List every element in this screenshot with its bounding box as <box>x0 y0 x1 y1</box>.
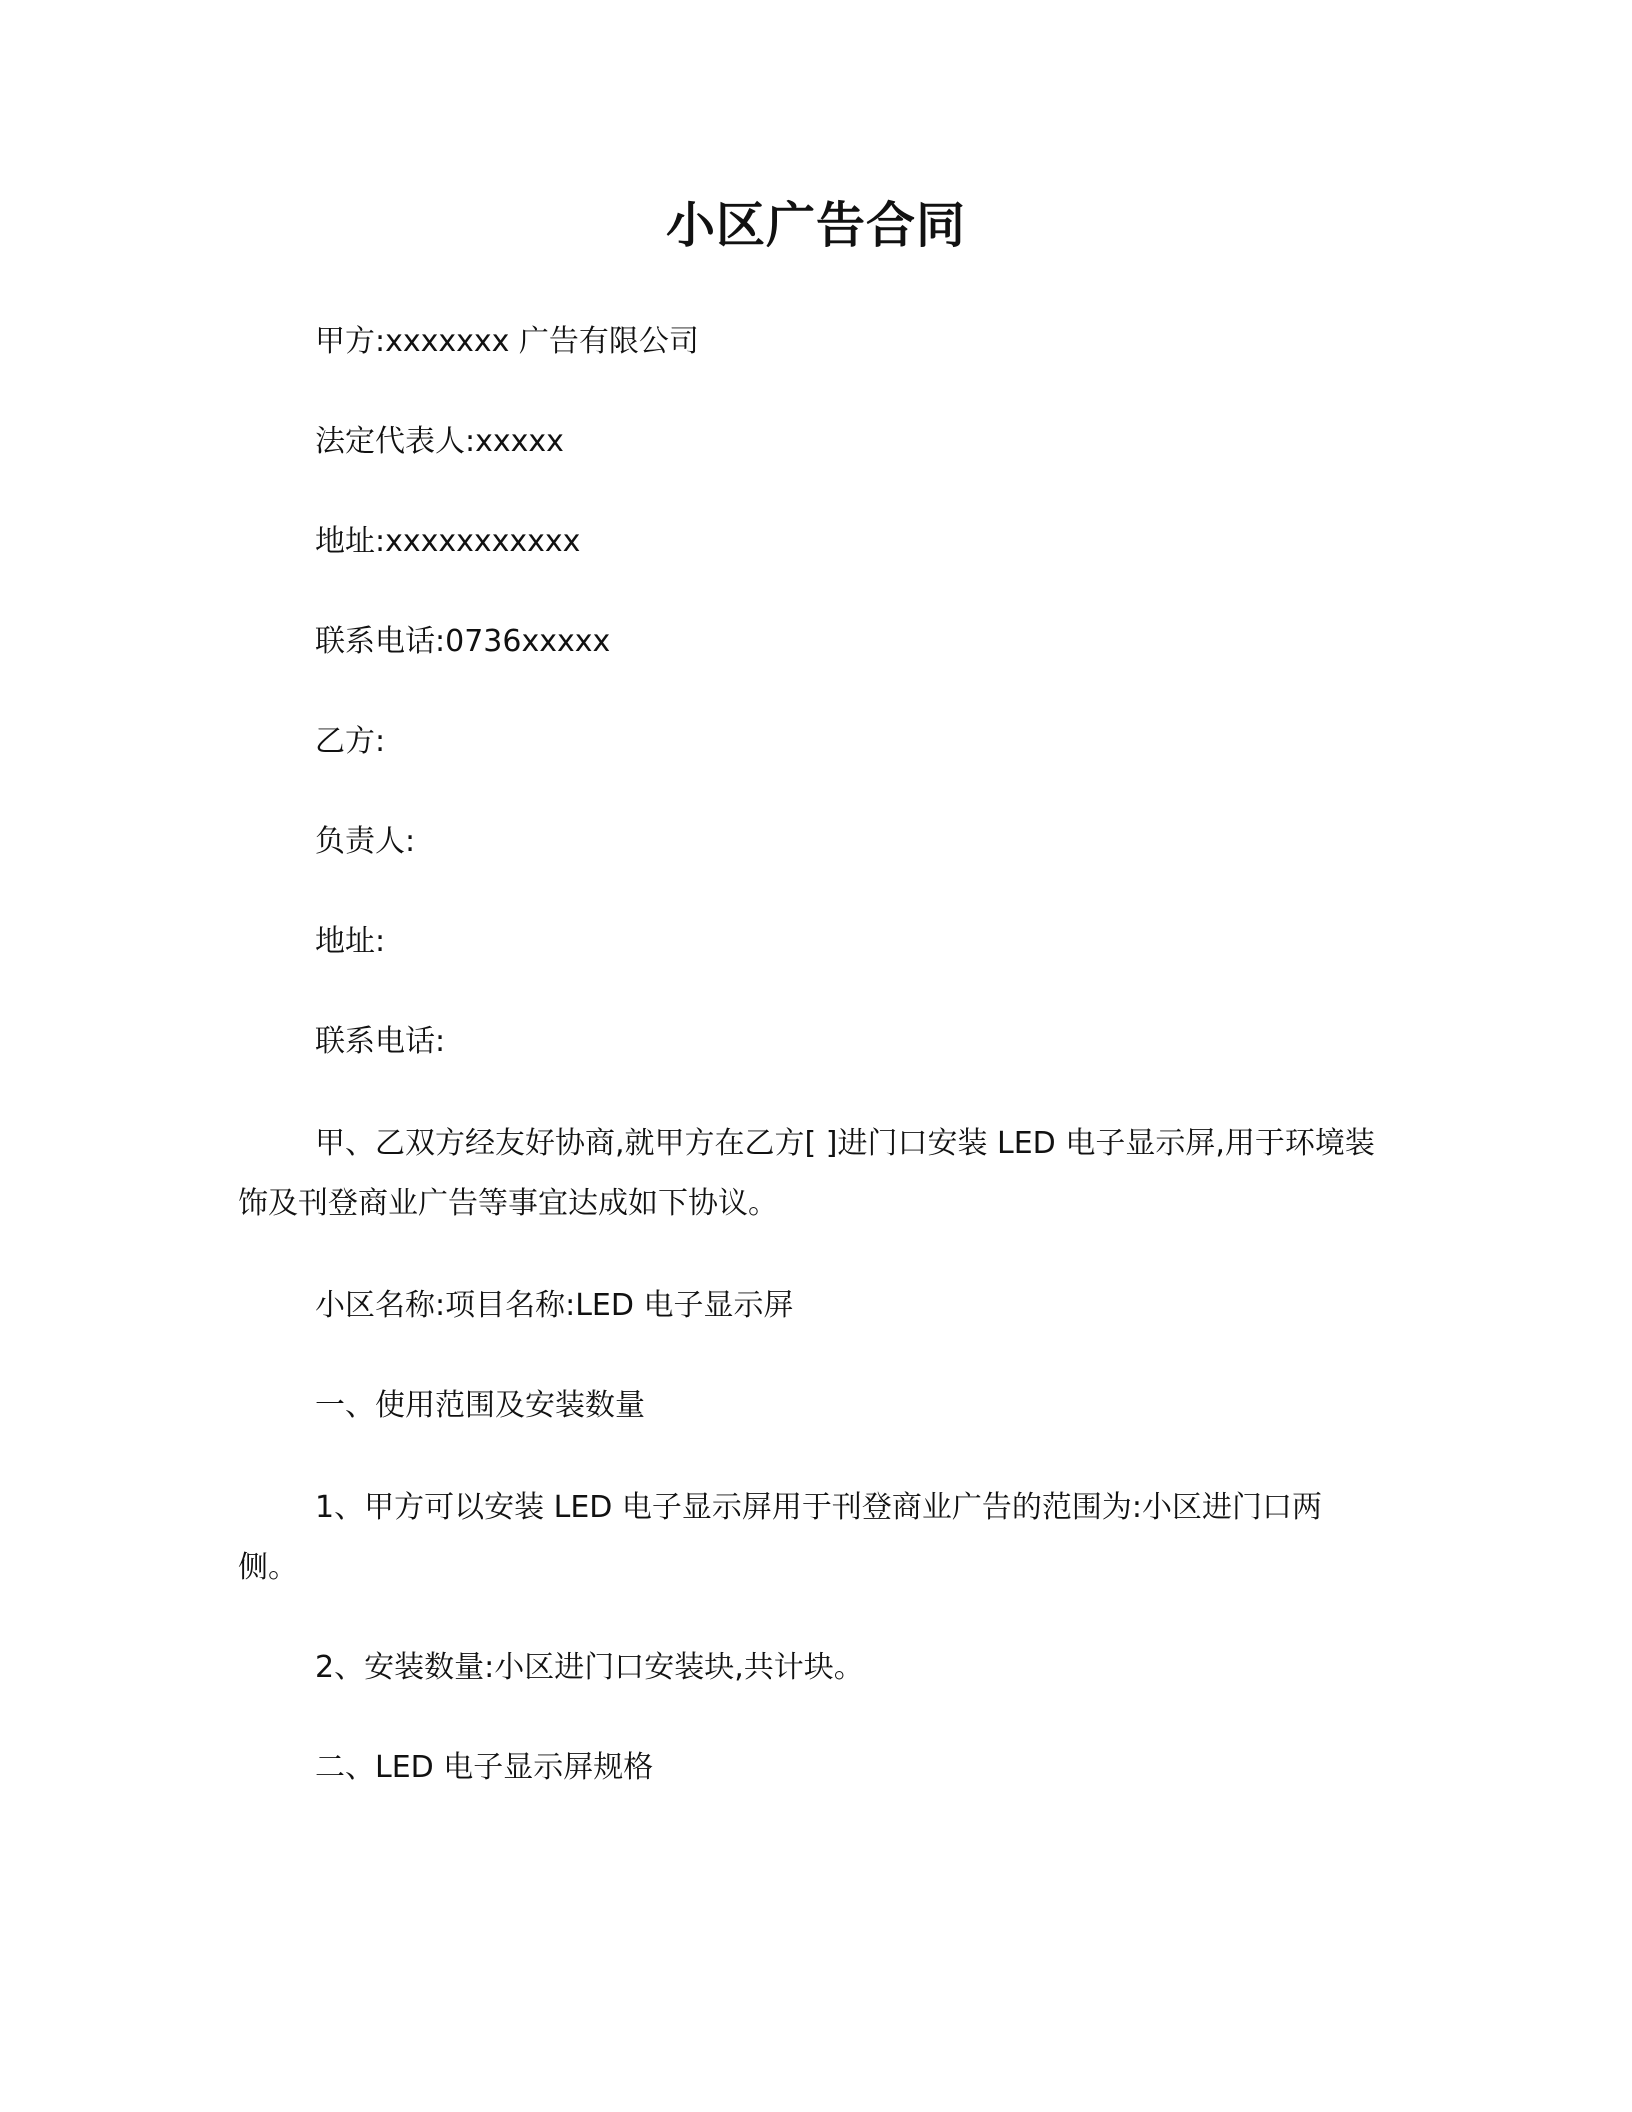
section-2-heading: 二、LED 电子显示屏规格 <box>315 1750 654 1785</box>
phone-b-line: 联系电话: <box>315 1024 446 1059</box>
party-b-line: 乙方: <box>315 724 386 759</box>
clause-1-paragraph: 1、甲方可以安装 LED 电子显示屏用于刊登商业广告的范围为:小区进门口两侧。 <box>238 1490 1323 1585</box>
community-name-line: 小区名称:项目名称:LED 电子显示屏 <box>315 1288 794 1323</box>
intro-paragraph: 甲、乙双方经友好协商,就甲方在乙方[ ]进门口安装 LED 电子显示屏,用于环境装饰及刊登商业广告等事宜达成如下协议。 <box>238 1126 1375 1221</box>
section-1-heading: 一、使用范围及安装数量 <box>315 1388 645 1423</box>
phone-a-line: 联系电话:0736xxxxx <box>315 624 611 659</box>
address-b-line: 地址: <box>315 924 386 959</box>
clause-2-line: 2、安装数量:小区进门口安装块,共计块。 <box>315 1650 864 1685</box>
party-a-line: 甲方:xxxxxxx 广告有限公司 <box>315 324 699 359</box>
document-title: 小区广告合同 <box>665 197 966 254</box>
legal-rep-line: 法定代表人:xxxxx <box>315 424 564 459</box>
address-a-line: 地址:xxxxxxxxxxx <box>315 524 581 559</box>
person-in-charge-line: 负责人: <box>315 824 416 859</box>
